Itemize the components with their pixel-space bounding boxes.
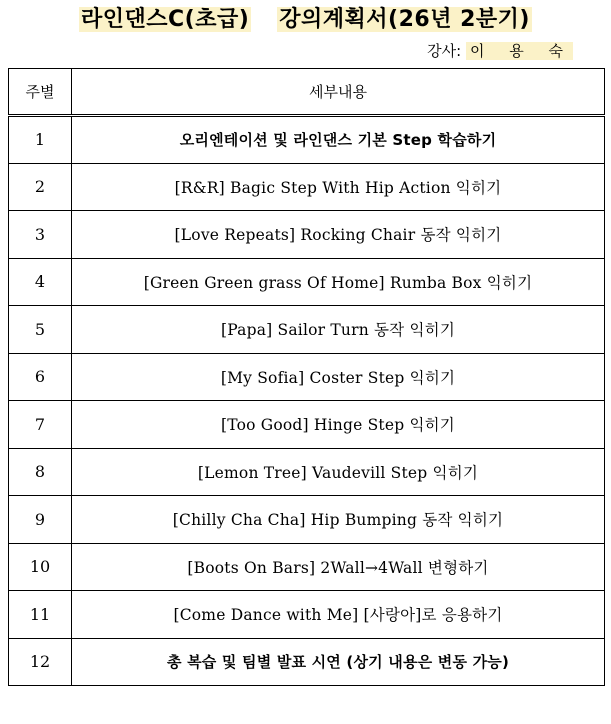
week-detail: 오리엔테이션 및 라인댄스 기본 Step 학습하기 — [72, 116, 605, 164]
week-number: 12 — [9, 638, 72, 686]
week-detail: [Love Repeats] Rocking Chair 동작 익히기 — [72, 211, 605, 259]
week-detail: [Green Green grass Of Home] Rumba Box 익히기 — [72, 258, 605, 306]
lesson-plan-table — [8, 68, 605, 686]
week-detail: [Too Good] Hinge Step 익히기 — [72, 401, 605, 449]
week-number: 8 — [9, 448, 72, 496]
table-row — [9, 116, 605, 164]
table-row — [9, 211, 605, 259]
week-number: 10 — [9, 543, 72, 591]
course-name: 라인댄스C(초급) — [81, 7, 250, 32]
week-number: 9 — [9, 496, 72, 544]
instructor-label: 강사: — [427, 42, 462, 60]
week-detail: [Boots On Bars] 2Wall→4Wall 변형하기 — [72, 543, 605, 591]
week-number: 6 — [9, 353, 72, 401]
week-number: 3 — [9, 211, 72, 259]
table-row — [9, 591, 605, 639]
week-number: 11 — [9, 591, 72, 639]
table-row — [9, 401, 605, 449]
table-row — [9, 353, 605, 401]
table-row — [9, 448, 605, 496]
week-detail: [Chilly Cha Cha] Hip Bumping 동작 익히기 — [72, 496, 605, 544]
week-detail: [Come Dance with Me] [사랑아]로 응용하기 — [72, 591, 605, 639]
week-number: 7 — [9, 401, 72, 449]
table-row — [9, 638, 605, 686]
table-row — [9, 496, 605, 544]
table-row — [9, 306, 605, 354]
header-week: 주별 — [9, 69, 72, 116]
document-title — [0, 2, 611, 33]
plan-title: 강의계획서(26년 2분기) — [279, 7, 530, 32]
week-detail: [R&R] Bagic Step With Hip Action 익히기 — [72, 163, 605, 211]
week-number: 5 — [9, 306, 72, 354]
table-row — [9, 163, 605, 211]
week-detail: 총 복습 및 팀별 발표 시연 (상기 내용은 변동 가능) — [72, 638, 605, 686]
table-row — [9, 258, 605, 306]
instructor-name: 이 용 숙 — [466, 42, 573, 60]
week-number: 4 — [9, 258, 72, 306]
week-detail: [Lemon Tree] Vaudevill Step 익히기 — [72, 448, 605, 496]
week-detail: [Papa] Sailor Turn 동작 익히기 — [72, 306, 605, 354]
week-number: 2 — [9, 163, 72, 211]
header-detail: 세부내용 — [72, 69, 605, 116]
table-row — [9, 543, 605, 591]
instructor-line — [427, 40, 573, 61]
week-detail: [My Sofia] Coster Step 익히기 — [72, 353, 605, 401]
table-header-row — [9, 69, 605, 116]
week-number: 1 — [9, 116, 72, 164]
